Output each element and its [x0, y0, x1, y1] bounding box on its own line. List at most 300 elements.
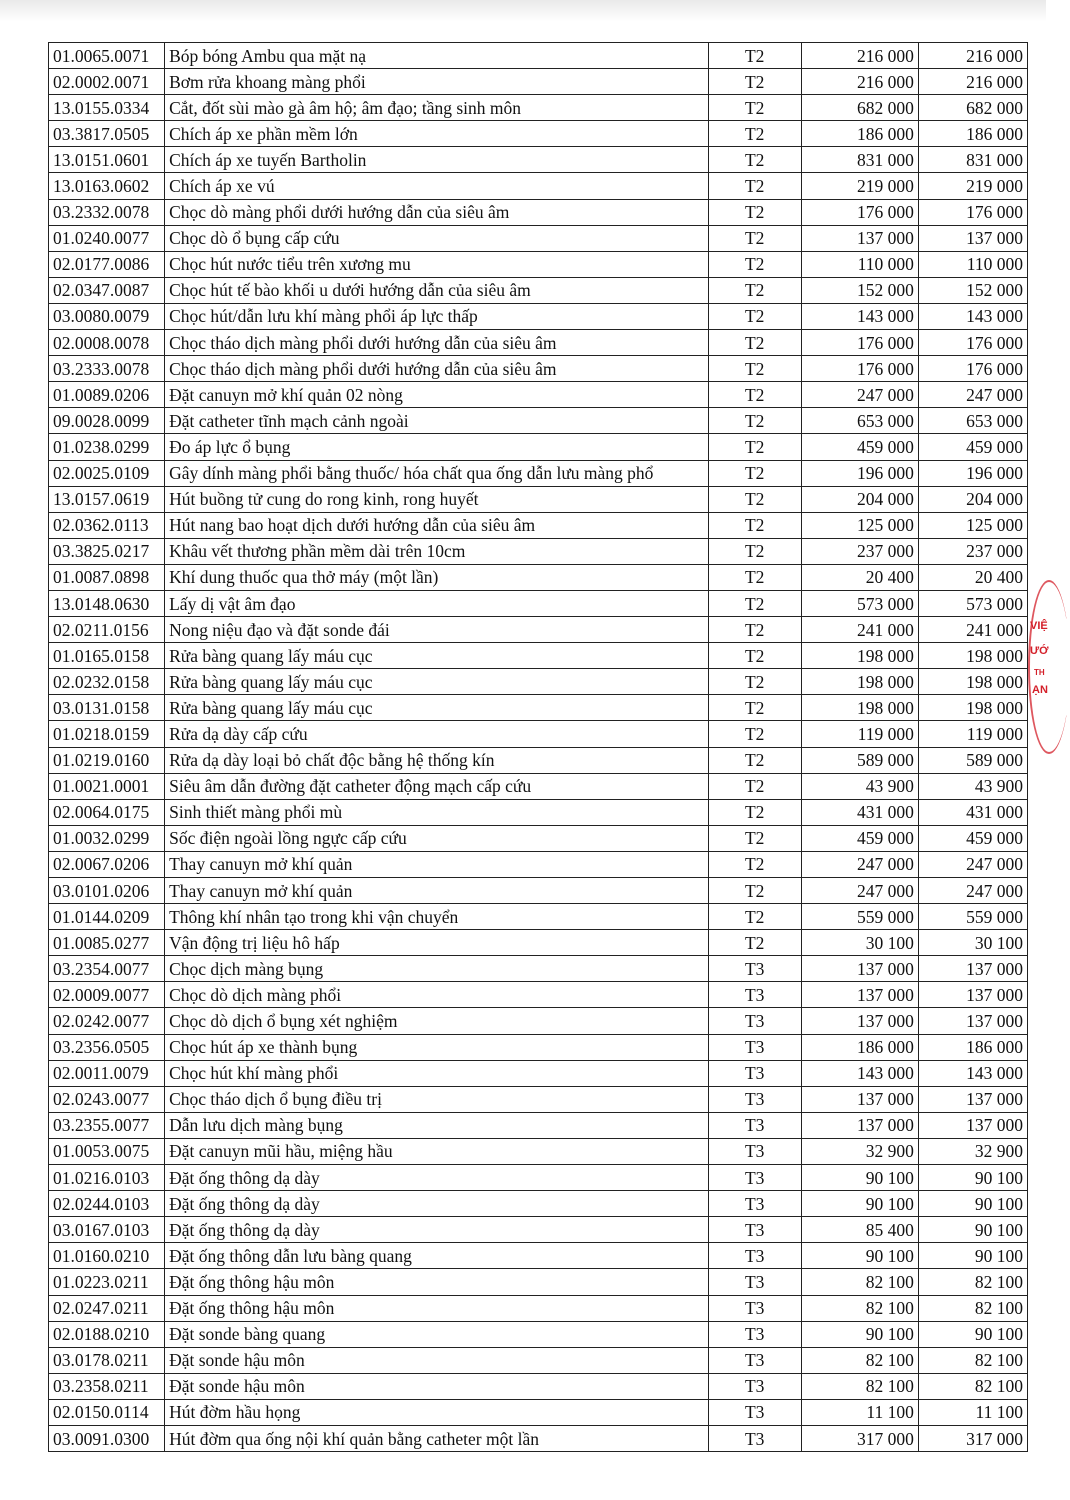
procedure-code: 03.2356.0505 [49, 1034, 165, 1060]
price-secondary: 317 000 [918, 1425, 1027, 1451]
procedure-code: 02.0247.0211 [49, 1295, 165, 1321]
procedure-code: 13.0157.0619 [49, 486, 165, 512]
procedure-name: Đặt sonde hậu môn [165, 1373, 709, 1399]
procedure-name: Đo áp lực ổ bụng [165, 434, 709, 460]
procedure-name: Nong niệu đạo và đặt sonde đái [165, 617, 709, 643]
price-primary: 137 000 [801, 956, 918, 982]
procedure-name: Thông khí nhân tạo trong khi vận chuyển [165, 904, 709, 930]
table-row [49, 486, 1028, 512]
price-secondary: 559 000 [918, 904, 1027, 930]
scan-top-edge [0, 0, 1046, 22]
price-primary: 30 100 [801, 930, 918, 956]
procedure-code: 02.0002.0071 [49, 69, 165, 95]
price-secondary: 176 000 [918, 199, 1027, 225]
procedure-name: Chọc dò dịch ổ bụng xét nghiệm [165, 1008, 709, 1034]
price-primary: 317 000 [801, 1425, 918, 1451]
price-secondary: 196 000 [918, 460, 1027, 486]
price-secondary: 216 000 [918, 69, 1027, 95]
price-secondary: 82 100 [918, 1347, 1027, 1373]
procedure-class: T3 [708, 1060, 801, 1086]
procedure-class: T3 [708, 1321, 801, 1347]
procedure-class: T2 [708, 825, 801, 851]
procedure-name: Gây dính màng phổi bằng thuốc/ hóa chất qua ống dẫn lưu màng phổ [165, 460, 709, 486]
procedure-class: T2 [708, 121, 801, 147]
procedure-class: T2 [708, 930, 801, 956]
procedure-class: T2 [708, 147, 801, 173]
price-secondary: 137 000 [918, 956, 1027, 982]
price-primary: 196 000 [801, 460, 918, 486]
procedure-name: Rửa dạ dày loại bỏ chất độc bằng hệ thống kín [165, 747, 709, 773]
procedure-class: T2 [708, 851, 801, 877]
price-primary: 90 100 [801, 1243, 918, 1269]
table-row [49, 382, 1028, 408]
price-primary: 82 100 [801, 1373, 918, 1399]
price-primary: 653 000 [801, 408, 918, 434]
price-secondary: 237 000 [918, 538, 1027, 564]
procedure-class: T3 [708, 1191, 801, 1217]
price-secondary: 198 000 [918, 643, 1027, 669]
price-primary: 176 000 [801, 356, 918, 382]
table-row [49, 1243, 1028, 1269]
procedure-class: T3 [708, 1269, 801, 1295]
procedure-class: T3 [708, 1373, 801, 1399]
procedure-name: Chọc dò dịch màng phổi [165, 982, 709, 1008]
procedure-class: T2 [708, 564, 801, 590]
procedure-code: 02.0150.0114 [49, 1399, 165, 1425]
price-primary: 186 000 [801, 121, 918, 147]
price-primary: 85 400 [801, 1217, 918, 1243]
procedure-class: T3 [708, 1086, 801, 1112]
price-primary: 43 900 [801, 773, 918, 799]
price-secondary: 241 000 [918, 617, 1027, 643]
procedure-class: T2 [708, 538, 801, 564]
price-primary: 559 000 [801, 904, 918, 930]
table-row [49, 1191, 1028, 1217]
procedure-name: Chích áp xe tuyến Bartholin [165, 147, 709, 173]
procedure-code: 01.0089.0206 [49, 382, 165, 408]
price-secondary: 219 000 [918, 173, 1027, 199]
price-primary: 152 000 [801, 277, 918, 303]
procedure-code: 01.0160.0210 [49, 1243, 165, 1269]
procedure-class: T2 [708, 799, 801, 825]
table-row [49, 590, 1028, 616]
table-row [49, 330, 1028, 356]
table-row [49, 95, 1028, 121]
table-row [49, 434, 1028, 460]
price-primary: 831 000 [801, 147, 918, 173]
table-row [49, 1425, 1028, 1451]
procedure-class: T2 [708, 878, 801, 904]
procedure-class: T2 [708, 225, 801, 251]
procedure-name: Chọc hút nước tiểu trên xương mu [165, 251, 709, 277]
procedure-class: T2 [708, 486, 801, 512]
procedure-code: 02.0242.0077 [49, 1008, 165, 1034]
procedure-code: 02.0067.0206 [49, 851, 165, 877]
procedure-name: Siêu âm dẫn đường đặt catheter động mạch cấp cứu [165, 773, 709, 799]
table-row [49, 669, 1028, 695]
price-primary: 82 100 [801, 1295, 918, 1321]
table-row [49, 277, 1028, 303]
price-primary: 137 000 [801, 1008, 918, 1034]
procedure-class: T3 [708, 1425, 801, 1451]
procedure-code: 09.0028.0099 [49, 408, 165, 434]
price-secondary: 247 000 [918, 382, 1027, 408]
table-row [49, 1086, 1028, 1112]
table-row [49, 1321, 1028, 1347]
price-primary: 125 000 [801, 512, 918, 538]
price-secondary: 90 100 [918, 1321, 1027, 1347]
procedure-code: 03.0091.0300 [49, 1425, 165, 1451]
procedure-code: 03.0178.0211 [49, 1347, 165, 1373]
price-primary: 137 000 [801, 1086, 918, 1112]
price-secondary: 176 000 [918, 356, 1027, 382]
price-secondary: 152 000 [918, 277, 1027, 303]
procedure-class: T3 [708, 982, 801, 1008]
price-primary: 247 000 [801, 851, 918, 877]
procedure-code: 03.2355.0077 [49, 1112, 165, 1138]
procedure-code: 02.0232.0158 [49, 669, 165, 695]
table-row [49, 721, 1028, 747]
procedure-class: T3 [708, 1217, 801, 1243]
price-secondary: 589 000 [918, 747, 1027, 773]
table-row [49, 1138, 1028, 1164]
procedure-class: T3 [708, 1295, 801, 1321]
table-row [49, 173, 1028, 199]
seal-text-2: ƯỚ [1030, 645, 1049, 657]
table-row [49, 147, 1028, 173]
procedure-code: 02.0025.0109 [49, 460, 165, 486]
price-primary: 198 000 [801, 695, 918, 721]
procedure-code: 02.0009.0077 [49, 982, 165, 1008]
procedure-code: 03.0080.0079 [49, 303, 165, 329]
procedure-name: Chọc hút áp xe thành bụng [165, 1034, 709, 1060]
table-row [49, 1373, 1028, 1399]
price-secondary: 82 100 [918, 1373, 1027, 1399]
table-row [49, 878, 1028, 904]
procedure-name: Bơm rửa khoang màng phổi [165, 69, 709, 95]
table-row [49, 1008, 1028, 1034]
procedure-name: Chọc hút/dẫn lưu khí màng phổi áp lực thấp [165, 303, 709, 329]
price-primary: 431 000 [801, 799, 918, 825]
price-primary: 589 000 [801, 747, 918, 773]
procedure-name: Đặt catheter tĩnh mạch cảnh ngoài [165, 408, 709, 434]
procedure-code: 13.0155.0334 [49, 95, 165, 121]
price-secondary: 137 000 [918, 1008, 1027, 1034]
procedure-name: Dẫn lưu dịch màng bụng [165, 1112, 709, 1138]
procedure-name: Đặt sonde bàng quang [165, 1321, 709, 1347]
procedure-name: Hút nang bao hoạt dịch dưới hướng dẫn của siêu âm [165, 512, 709, 538]
procedure-code: 13.0163.0602 [49, 173, 165, 199]
table-row [49, 799, 1028, 825]
procedure-name: Thay canuyn mở khí quản [165, 851, 709, 877]
price-primary: 682 000 [801, 95, 918, 121]
procedure-code: 03.0167.0103 [49, 1217, 165, 1243]
procedure-class: T3 [708, 1112, 801, 1138]
procedure-name: Rửa bàng quang lấy máu cục [165, 695, 709, 721]
table-row [49, 1060, 1028, 1086]
price-secondary: 90 100 [918, 1165, 1027, 1191]
table-row [49, 956, 1028, 982]
procedure-code: 02.0177.0086 [49, 251, 165, 277]
procedure-class: T2 [708, 69, 801, 95]
table-row [49, 69, 1028, 95]
procedure-name: Đặt ống thông dạ dày [165, 1217, 709, 1243]
price-secondary: 110 000 [918, 251, 1027, 277]
procedure-class: T2 [708, 356, 801, 382]
procedure-class: T2 [708, 617, 801, 643]
procedure-code: 01.0216.0103 [49, 1165, 165, 1191]
procedure-code: 01.0223.0211 [49, 1269, 165, 1295]
price-secondary: 831 000 [918, 147, 1027, 173]
price-primary: 137 000 [801, 225, 918, 251]
procedure-code: 02.0011.0079 [49, 1060, 165, 1086]
procedure-class: T2 [708, 303, 801, 329]
procedure-name: Chọc hút khí màng phổi [165, 1060, 709, 1086]
procedure-code: 13.0151.0601 [49, 147, 165, 173]
procedure-name: Chọc hút tế bào khối u dưới hướng dẫn của siêu âm [165, 277, 709, 303]
price-secondary: 32 900 [918, 1138, 1027, 1164]
price-secondary: 204 000 [918, 486, 1027, 512]
price-secondary: 186 000 [918, 121, 1027, 147]
procedure-name: Sinh thiết màng phổi mù [165, 799, 709, 825]
table-row [49, 1165, 1028, 1191]
table-row [49, 564, 1028, 590]
procedure-class: T2 [708, 904, 801, 930]
price-primary: 137 000 [801, 1112, 918, 1138]
price-secondary: 459 000 [918, 434, 1027, 460]
procedure-code: 02.0244.0103 [49, 1191, 165, 1217]
price-primary: 198 000 [801, 669, 918, 695]
procedure-name: Khâu vết thương phần mềm dài trên 10cm [165, 538, 709, 564]
procedure-name: Rửa bàng quang lấy máu cục [165, 643, 709, 669]
price-primary: 186 000 [801, 1034, 918, 1060]
procedure-name: Cắt, đốt sùi mào gà âm hộ; âm đạo; tầng sinh môn [165, 95, 709, 121]
procedure-code: 13.0148.0630 [49, 590, 165, 616]
procedure-code: 01.0085.0277 [49, 930, 165, 956]
price-primary: 237 000 [801, 538, 918, 564]
procedure-name: Sốc điện ngoài lồng ngực cấp cứu [165, 825, 709, 851]
red-seal-stamp [1028, 580, 1070, 754]
price-secondary: 247 000 [918, 878, 1027, 904]
procedure-code: 02.0347.0087 [49, 277, 165, 303]
procedure-name: Đặt ống thông dạ dày [165, 1191, 709, 1217]
procedure-class: T2 [708, 382, 801, 408]
procedure-name: Chích áp xe vú [165, 173, 709, 199]
seal-text-3: TH [1034, 668, 1045, 677]
price-secondary: 30 100 [918, 930, 1027, 956]
procedure-name: Đặt ống thông dẫn lưu bàng quang [165, 1243, 709, 1269]
table-row [49, 1347, 1028, 1373]
price-primary: 110 000 [801, 251, 918, 277]
table-row [49, 1399, 1028, 1425]
procedure-code: 02.0362.0113 [49, 512, 165, 538]
procedure-code: 03.2358.0211 [49, 1373, 165, 1399]
price-secondary: 143 000 [918, 1060, 1027, 1086]
procedure-code: 02.0188.0210 [49, 1321, 165, 1347]
procedure-name: Thay canuyn mở khí quản [165, 878, 709, 904]
table-row [49, 930, 1028, 956]
table-row [49, 460, 1028, 486]
procedure-name: Khí dung thuốc qua thở máy (một lần) [165, 564, 709, 590]
table-row [49, 825, 1028, 851]
price-primary: 90 100 [801, 1191, 918, 1217]
procedure-code: 02.0008.0078 [49, 330, 165, 356]
price-primary: 573 000 [801, 590, 918, 616]
price-primary: 82 100 [801, 1347, 918, 1373]
table-row [49, 617, 1028, 643]
price-primary: 216 000 [801, 43, 918, 69]
price-secondary: 43 900 [918, 773, 1027, 799]
procedure-name: Rửa bàng quang lấy máu cục [165, 669, 709, 695]
procedure-name: Đặt canuyn mở khí quản 02 nòng [165, 382, 709, 408]
table-row [49, 1269, 1028, 1295]
procedure-code: 01.0240.0077 [49, 225, 165, 251]
procedure-class: T3 [708, 1008, 801, 1034]
procedure-name: Chọc tháo dịch ổ bụng điều trị [165, 1086, 709, 1112]
table-row [49, 1112, 1028, 1138]
procedure-name: Hút đờm qua ống nội khí quản bằng catheter một lần [165, 1425, 709, 1451]
procedure-code: 01.0219.0160 [49, 747, 165, 773]
procedure-code: 01.0165.0158 [49, 643, 165, 669]
price-secondary: 20 400 [918, 564, 1027, 590]
price-primary: 198 000 [801, 643, 918, 669]
price-secondary: 573 000 [918, 590, 1027, 616]
procedure-name: Vận động trị liệu hô hấp [165, 930, 709, 956]
price-secondary: 198 000 [918, 669, 1027, 695]
procedure-name: Hút buồng tử cung do rong kinh, rong huyết [165, 486, 709, 512]
price-primary: 204 000 [801, 486, 918, 512]
procedure-class: T2 [708, 330, 801, 356]
procedure-code: 03.2333.0078 [49, 356, 165, 382]
procedure-code: 01.0218.0159 [49, 721, 165, 747]
price-primary: 11 100 [801, 1399, 918, 1425]
procedure-code: 02.0064.0175 [49, 799, 165, 825]
price-table-body [49, 43, 1028, 1452]
price-primary: 176 000 [801, 330, 918, 356]
procedure-code: 03.2354.0077 [49, 956, 165, 982]
procedure-name: Bóp bóng Ambu qua mặt nạ [165, 43, 709, 69]
procedure-code: 01.0032.0299 [49, 825, 165, 851]
price-secondary: 137 000 [918, 225, 1027, 251]
table-row [49, 1034, 1028, 1060]
price-secondary: 90 100 [918, 1191, 1027, 1217]
procedure-name: Chọc dịch màng bụng [165, 956, 709, 982]
price-primary: 216 000 [801, 69, 918, 95]
price-secondary: 459 000 [918, 825, 1027, 851]
price-secondary: 90 100 [918, 1217, 1027, 1243]
procedure-name: Đặt canuyn mũi hầu, miệng hầu [165, 1138, 709, 1164]
price-primary: 82 100 [801, 1269, 918, 1295]
procedure-class: T3 [708, 1165, 801, 1191]
price-secondary: 176 000 [918, 330, 1027, 356]
table-row [49, 356, 1028, 382]
price-primary: 90 100 [801, 1165, 918, 1191]
procedure-name: Lấy dị vật âm đạo [165, 590, 709, 616]
procedure-class: T3 [708, 1399, 801, 1425]
table-row [49, 747, 1028, 773]
table-row [49, 904, 1028, 930]
price-secondary: 186 000 [918, 1034, 1027, 1060]
price-secondary: 11 100 [918, 1399, 1027, 1425]
table-row [49, 1295, 1028, 1321]
price-primary: 20 400 [801, 564, 918, 590]
table-row [49, 1217, 1028, 1243]
procedure-class: T2 [708, 434, 801, 460]
procedure-name: Đặt ống thông hậu môn [165, 1295, 709, 1321]
procedure-name: Chọc tháo dịch màng phổi dưới hướng dẫn của siêu âm [165, 330, 709, 356]
price-secondary: 137 000 [918, 982, 1027, 1008]
procedure-class: T3 [708, 1138, 801, 1164]
procedure-name: Chọc dò ổ bụng cấp cứu [165, 225, 709, 251]
procedure-name: Hút đờm hầu họng [165, 1399, 709, 1425]
procedure-class: T3 [708, 1347, 801, 1373]
table-row [49, 43, 1028, 69]
procedure-class: T2 [708, 721, 801, 747]
price-primary: 219 000 [801, 173, 918, 199]
procedure-class: T2 [708, 251, 801, 277]
procedure-code: 03.3817.0505 [49, 121, 165, 147]
procedure-name: Chọc dò màng phổi dưới hướng dẫn của siêu âm [165, 199, 709, 225]
price-secondary: 82 100 [918, 1295, 1027, 1321]
price-primary: 176 000 [801, 199, 918, 225]
procedure-code: 02.0243.0077 [49, 1086, 165, 1112]
table-row [49, 303, 1028, 329]
procedure-code: 01.0144.0209 [49, 904, 165, 930]
procedure-class: T3 [708, 1034, 801, 1060]
procedure-name: Đặt sonde hậu môn [165, 1347, 709, 1373]
price-secondary: 82 100 [918, 1269, 1027, 1295]
procedure-code: 03.2332.0078 [49, 199, 165, 225]
procedure-class: T2 [708, 460, 801, 486]
table-row [49, 773, 1028, 799]
seal-text-4: ẠN [1032, 684, 1048, 696]
price-primary: 137 000 [801, 982, 918, 1008]
procedure-name: Chọc tháo dịch màng phổi dưới hướng dẫn của siêu âm [165, 356, 709, 382]
procedure-code: 03.0101.0206 [49, 878, 165, 904]
procedure-class: T2 [708, 695, 801, 721]
procedure-class: T2 [708, 590, 801, 616]
procedure-name: Rửa dạ dày cấp cứu [165, 721, 709, 747]
price-secondary: 125 000 [918, 512, 1027, 538]
procedure-code: 01.0021.0001 [49, 773, 165, 799]
price-primary: 143 000 [801, 1060, 918, 1086]
seal-text-1: VIỆ [1030, 620, 1048, 632]
procedure-class: T2 [708, 277, 801, 303]
procedure-class: T2 [708, 408, 801, 434]
table-row [49, 121, 1028, 147]
table-row [49, 982, 1028, 1008]
price-secondary: 143 000 [918, 303, 1027, 329]
procedure-code: 01.0053.0075 [49, 1138, 165, 1164]
procedure-class: T2 [708, 43, 801, 69]
price-secondary: 90 100 [918, 1243, 1027, 1269]
procedure-code: 01.0238.0299 [49, 434, 165, 460]
procedure-class: T2 [708, 747, 801, 773]
procedure-name: Đặt ống thông hậu môn [165, 1269, 709, 1295]
table-row [49, 199, 1028, 225]
procedure-name: Đặt ống thông dạ dày [165, 1165, 709, 1191]
procedure-class: T3 [708, 1243, 801, 1269]
price-secondary: 137 000 [918, 1086, 1027, 1112]
procedure-code: 03.3825.0217 [49, 538, 165, 564]
procedure-class: T2 [708, 95, 801, 121]
price-primary: 32 900 [801, 1138, 918, 1164]
procedure-code: 01.0087.0898 [49, 564, 165, 590]
procedure-class: T2 [708, 199, 801, 225]
price-primary: 459 000 [801, 825, 918, 851]
price-secondary: 137 000 [918, 1112, 1027, 1138]
table-row [49, 851, 1028, 877]
